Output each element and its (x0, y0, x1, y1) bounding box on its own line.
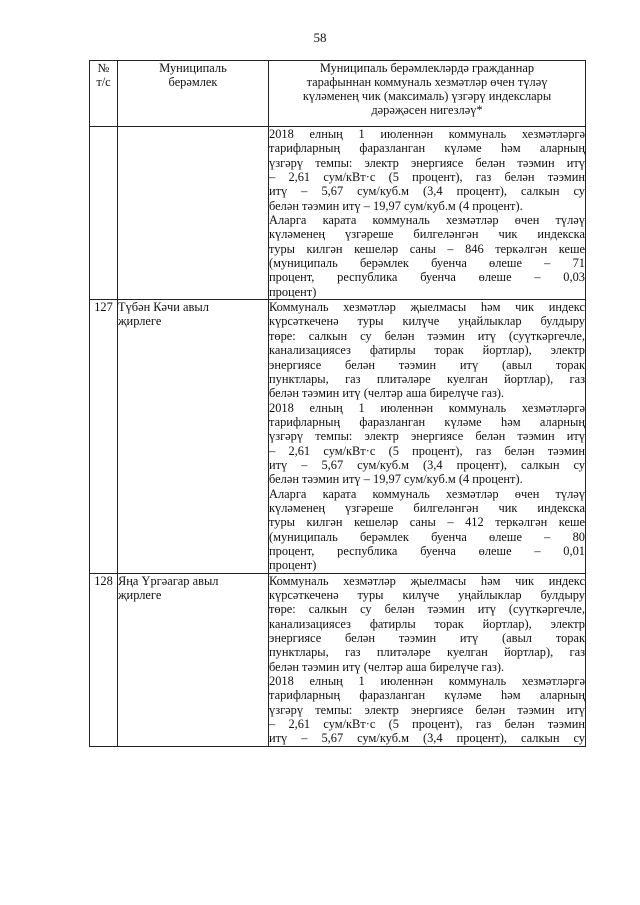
basis-text-line: процент) (269, 284, 317, 299)
table-body (90, 127, 586, 747)
basis-paragraph (269, 213, 585, 299)
header-basis-line: дәрәҗәсен нигезләү* (371, 103, 483, 117)
basis-text-line: – 2,61 сум/кВт·с (5 процент), газ белән тәэмин (269, 170, 585, 185)
basis-paragraph (269, 674, 585, 746)
municipality-cell (118, 127, 269, 300)
row-number: 128 (90, 573, 118, 746)
basis-text-line: күрсәткеченә туры килүче уңайлыклар булдыру (269, 588, 585, 602)
page-number: 58 (313, 30, 327, 45)
basis-text-line: төре: салкын су белән тәэмин итү (суүткәргечле, (269, 328, 585, 343)
header-municipality-line: берәмлек (168, 75, 218, 89)
header-municipality (118, 61, 269, 127)
basis-text-line: – 2,61 сум/кВт·с (5 процент), газ белән тәэмин (269, 717, 585, 732)
basis-text-line: итү – 5,67 сум/куб.м (3,4 процент), салкын су (269, 184, 585, 199)
basis-text-line: итү – 5,67 сум/куб.м (3,4 процент), салкын су (269, 731, 585, 746)
basis-text-line: 2018 елның 1 июленнән коммуналь хезмәтләргә (269, 400, 585, 415)
basis-cell (269, 127, 586, 300)
municipality-cell (118, 573, 269, 746)
basis-text-line: үзгәрү темпы: электр энергиясе белән тәэмин итү (269, 155, 585, 170)
basis-text-line: процент, республика буенча өлеше – 0,01 (269, 543, 585, 558)
municipality-name-line: Түбән Кәчи авыл (118, 300, 209, 315)
header-basis-line: Муниципаль берәмлекләрдә гражданнар (319, 61, 535, 75)
row-number (90, 127, 118, 300)
row-number: 127 (90, 300, 118, 574)
header-number-line: № (97, 61, 110, 75)
basis-text-line: тарифларның фаразланган күләме һәм аларның (269, 414, 585, 429)
basis-text-line: 2018 елның 1 июленнән коммуналь хезмәтләргә (269, 127, 585, 141)
header-basis (269, 61, 586, 127)
basis-cell (269, 573, 586, 746)
basis-text-line: тарифларның фаразланган күләме һәм аларның (269, 688, 585, 703)
basis-text-line: пунктлары, газ плитәләре куелган йортлар), газ (269, 645, 585, 660)
header-number-line: т/с (96, 75, 111, 89)
basis-text-line: Коммуналь хезмәтләр җыелмасы һәм чик индекс (269, 573, 585, 588)
header-basis-line: тарафыннан коммуналь хезмәтләр өчен түләү (306, 75, 548, 89)
basis-text-line: күрсәткеченә туры килүче уңайлыклар булдыру (269, 314, 585, 329)
basis-text-line: (муниципаль берәмлек буенча өлеше – 80 (269, 529, 585, 544)
basis-paragraph (269, 401, 585, 487)
basis-text-line: итү – 5,67 сум/куб.м (3,4 процент), салкын су (269, 457, 585, 472)
basis-text-line: пунктлары, газ плитәләре куелган йортлар), газ (269, 371, 585, 386)
municipality-name-line: җирлеге (118, 587, 162, 602)
basis-text-line: күләменең үзгәреше билгеләнгән чик индекска (269, 227, 585, 242)
basis-text-line: төре: салкын су белән тәэмин итү (суүткәргечле, (269, 602, 585, 617)
basis-text-line: – 2,61 сум/кВт·с (5 процент), газ белән тәэмин (269, 443, 585, 458)
basis-text-line: энергиясе белән тәэмин итү (авыл торак (269, 357, 585, 372)
basis-paragraph (269, 127, 585, 213)
basis-text-line: процент) (269, 558, 317, 573)
basis-cell (269, 300, 586, 574)
basis-text-line: үзгәрү темпы: электр энергиясе белән тәэмин итү (269, 429, 585, 444)
header-municipality-line: Муниципаль (159, 61, 227, 75)
basis-text-line: белән тәэмин итү (челтәр аша бирелүче газ). (269, 659, 505, 674)
indices-table (89, 60, 586, 747)
basis-text-line: белән тәэмин итү – 19,97 сум/куб.м (4 процент). (269, 198, 523, 213)
basis-text-line: туры килгән кешеләр саны – 412 теркәлгән кеше (269, 515, 585, 530)
header-basis-line: күләменең чик (максималь) үзгәрү индекслары (302, 89, 552, 103)
basis-text-line: белән тәэмин итү (челтәр аша бирелүче газ). (269, 386, 505, 401)
basis-text-line: канализациясез фатирлы торак йортлар), электр (269, 343, 585, 358)
basis-text-line: канализациясез фатирлы торак йортлар), электр (269, 616, 585, 631)
basis-text-line: Коммуналь хезмәтләр җыелмасы һәм чик индекс (269, 300, 585, 315)
basis-text-line: (муниципаль берәмлек буенча өлеше – 71 (269, 256, 585, 271)
basis-paragraph (269, 487, 585, 573)
table-header-row (90, 61, 586, 127)
table-row (90, 573, 586, 746)
basis-text-line: Аларга карата коммуналь хезмәтләр өчен түләү (269, 486, 585, 501)
header-number (90, 61, 118, 127)
basis-text-line: күләменең үзгәреше билгеләнгән чик индекска (269, 500, 585, 515)
basis-text-line: белән тәэмин итү – 19,97 сум/куб.м (4 процент). (269, 472, 523, 487)
basis-text-line: Аларга карата коммуналь хезмәтләр өчен түләү (269, 213, 585, 228)
basis-text-line: туры килгән кешеләр саны – 846 теркәлгән кеше (269, 241, 585, 256)
basis-paragraph (269, 574, 585, 674)
municipality-cell (118, 300, 269, 574)
basis-text-line: тарифларның фаразланган күләме һәм аларның (269, 141, 585, 156)
basis-paragraph (269, 300, 585, 400)
municipality-name-line: Яңа Үргәагар авыл (118, 573, 219, 588)
basis-text-line: 2018 елның 1 июленнән коммуналь хезмәтләргә (269, 674, 585, 689)
table-row (90, 300, 586, 574)
table-row (90, 127, 586, 300)
municipality-name-line: җирлеге (118, 314, 162, 329)
basis-text-line: үзгәрү темпы: электр энергиясе белән тәэмин итү (269, 702, 585, 717)
basis-text-line: энергиясе белән тәэмин итү (авыл торак (269, 631, 585, 646)
basis-text-line: процент, республика буенча өлеше – 0,03 (269, 270, 585, 285)
